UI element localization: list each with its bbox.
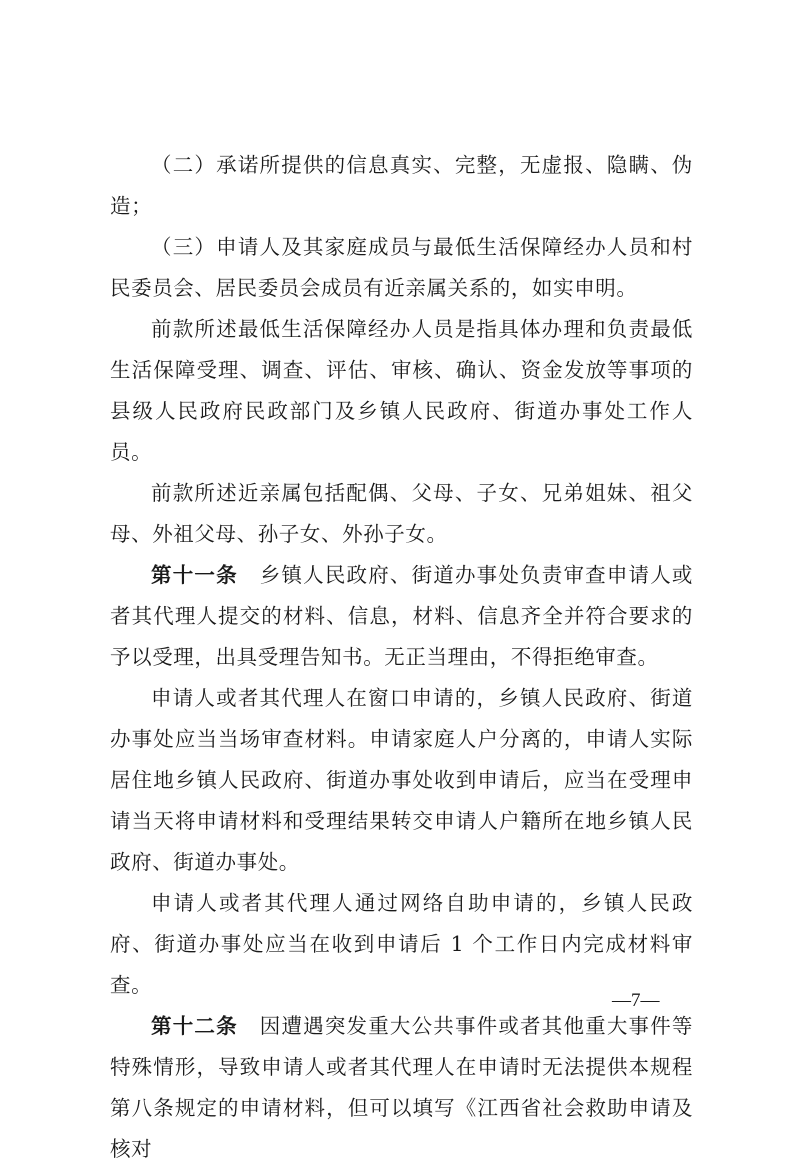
body-text [110, 145, 693, 1170]
paragraph-text: 乡镇人民政府、街道办事处负责审查申请人或者其代理人提交的材料、信息，材料、信息齐全并符合要求的予以受理，出具受理告知书。无正当理由，不得拒绝审查。 [110, 563, 693, 669]
page-number: —7— [612, 990, 660, 1011]
paragraph-item-2 [110, 145, 693, 227]
article-number: 第十二条 [151, 1014, 238, 1038]
paragraph-text: 因遭遇突发重大公共事件或者其他重大事件等特殊情形，导致申请人或者其代理人在申请时无法提供本规程第八条规定的申请材料，但可以填写《江西省社会救助申请及核对 [110, 1014, 693, 1161]
paragraph-staff-definition [110, 309, 693, 473]
paragraph-text: （三）申请人及其家庭成员与最低生活保障经办人员和村民委员会、居民委员会成员有近亲属关系的，如实申明。 [110, 235, 693, 300]
paragraph-item-3 [110, 227, 693, 309]
article-11 [110, 555, 693, 678]
paragraph-text: 前款所述最低生活保障经办人员是指具体办理和负责最低生活保障受理、调查、评估、审核、确认、资金发放等事项的县级人民政府民政部门及乡镇人民政府、街道办事处工作人员。 [110, 317, 693, 464]
article-number: 第十一条 [151, 563, 238, 587]
paragraph-text: 前款所述近亲属包括配偶、父母、子女、兄弟姐妹、祖父母、外祖父母、孙子女、外孙子女。 [110, 481, 693, 546]
paragraph-window-application [110, 678, 693, 883]
paragraph-text: 申请人或者其代理人在窗口申请的，乡镇人民政府、街道办事处应当当场审查材料。申请家庭人户分离的，申请人实际居住地乡镇人民政府、街道办事处收到申请后，应当在受理申请当天将申请材料和受理结果转交申请人户籍所在地乡镇人民政府、街道办事处。 [110, 686, 693, 874]
paragraph-text: （二）承诺所提供的信息真实、完整，无虚报、隐瞒、伪造； [110, 153, 693, 218]
paragraph-relatives-definition [110, 473, 693, 555]
paragraph-online-application [110, 883, 693, 1006]
article-12 [110, 1006, 693, 1170]
paragraph-text: 申请人或者其代理人通过网络自助申请的，乡镇人民政府、街道办事处应当在收到申请后 1 个工作日内完成材料审查。 [110, 891, 693, 997]
